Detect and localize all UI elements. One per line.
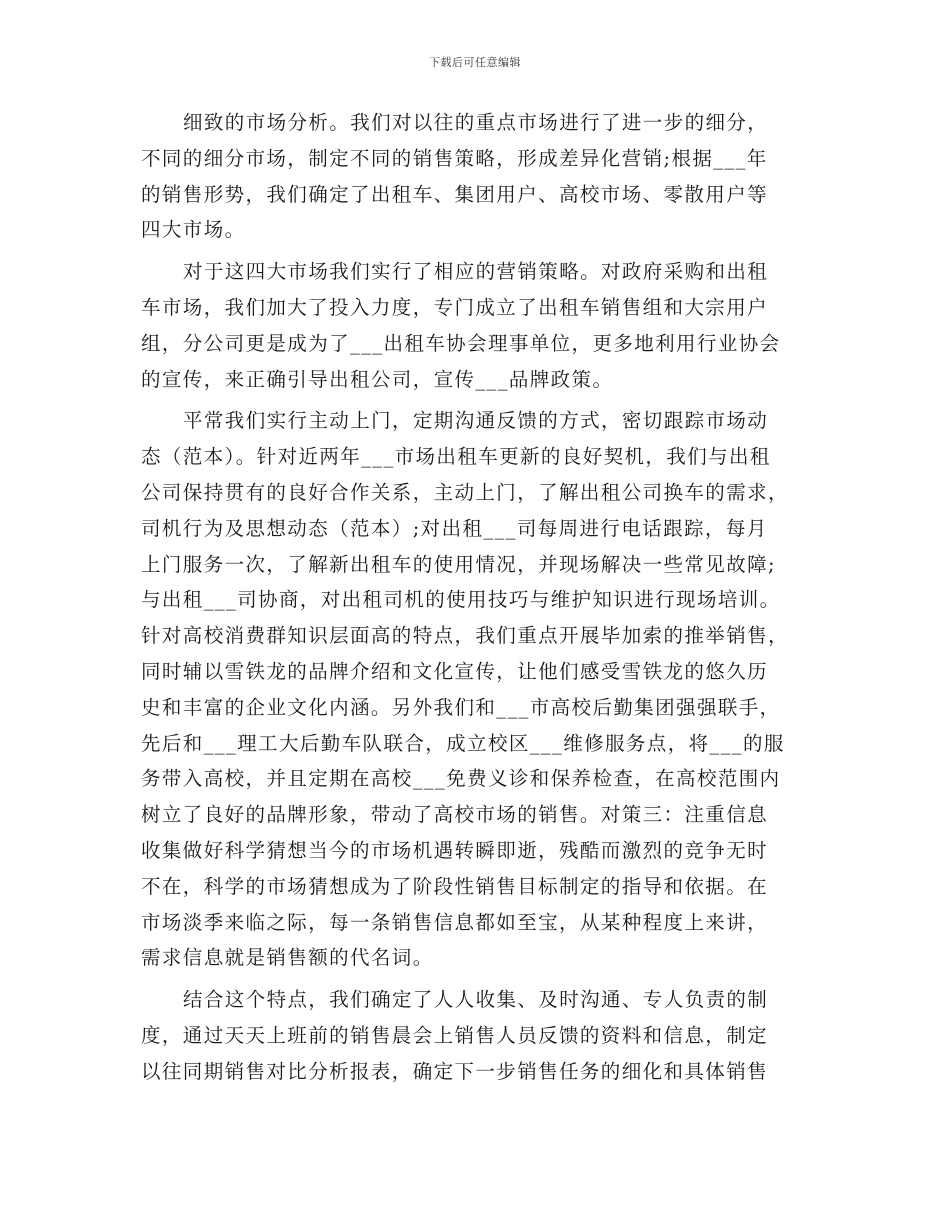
- text-line: 先后和___理工大后勤车队联合，成立校区___维修服务点，将___的服: [141, 731, 785, 755]
- text-line: 的销售形势，我们确定了出租车、集团用户、高校市场、零散用户等: [141, 182, 769, 206]
- text-line: 同时辅以雪铁龙的品牌介绍和文化宣传，让他们感受雪铁龙的悠久历: [141, 659, 769, 683]
- page-header: 下载后可任意编辑: [429, 56, 521, 69]
- document-body: [141, 105, 824, 1096]
- text-line: 结合这个特点，我们确定了人人收集、及时沟通、专人负责的制: [183, 988, 769, 1012]
- text-line: 度，通过天天上班前的销售晨会上销售人员反馈的资料和信息，制定: [141, 1023, 769, 1047]
- text-line: 史和丰富的企业文化内涵。另外我们和___市高校后勤集团强强联手，: [141, 695, 781, 719]
- paragraph-3: [141, 403, 824, 976]
- text-line: 平常我们实行主动上门，定期沟通反馈的方式，密切跟踪市场动: [183, 409, 769, 433]
- text-line: 四大市场。: [141, 218, 246, 242]
- text-line: 需求信息就是销售额的代名词。: [141, 946, 434, 970]
- text-line: 组，分公司更是成为了___出租车协会理事单位，更多地利用行业协会: [141, 331, 781, 355]
- text-line: 的宣传，来正确引导出租公司，宣传___品牌政策。: [141, 367, 614, 391]
- paragraph-2: [141, 254, 824, 397]
- text-line: 以往同期销售对比分析报表，确定下一步销售任务的细化和具体销售: [141, 1059, 769, 1083]
- text-line: 上门服务一次，了解新出租车的使用情况，并现场解决一些常见故障;: [141, 552, 776, 576]
- text-line: 针对高校消费群知识层面高的特点，我们重点开展毕加索的推举销售，: [141, 624, 789, 648]
- text-line: 不在，科学的市场猜想成为了阶段性销售目标制定的指导和依据。在: [141, 874, 769, 898]
- text-line: 不同的细分市场，制定不同的销售策略，形成差异化营销;根据___年: [141, 146, 768, 170]
- text-line: 对于这四大市场我们实行了相应的营销策略。对政府采购和出租: [183, 260, 769, 284]
- text-line: 车市场，我们加大了投入力度，专门成立了出租车销售组和大宗用户: [141, 295, 769, 319]
- text-line: 态（范本）。针对近两年___市场出租车更新的良好契机，我们与出租: [141, 445, 771, 469]
- text-line: 公司保持贯有的良好合作关系，主动上门，了解出租公司换车的需求，: [141, 480, 789, 504]
- text-line: 与出租___司协商，对出租司机的使用技巧与维护知识进行现场培训。: [141, 588, 781, 612]
- text-line: 细致的市场分析。我们对以往的重点市场进行了进一步的细分，: [183, 111, 769, 134]
- text-line: 务带入高校，并且定期在高校___免费义诊和保养检查，在高校范围内: [141, 767, 781, 791]
- text-line: 司机行为及思想动态（范本）;对出租___司每周进行电话跟踪，每月: [141, 516, 768, 540]
- text-line: 收集做好科学猜想当今的市场机遇转瞬即逝，残酷而激烈的竞争无时: [141, 838, 769, 862]
- paragraph-1: [141, 105, 824, 248]
- text-line: 树立了良好的品牌形象，带动了高校市场的销售。对策三：注重信息: [141, 803, 769, 827]
- text-line: 市场淡季来临之际，每一条销售信息都如至宝，从某种程度上来讲，: [141, 910, 769, 934]
- paragraph-4: [141, 982, 824, 1089]
